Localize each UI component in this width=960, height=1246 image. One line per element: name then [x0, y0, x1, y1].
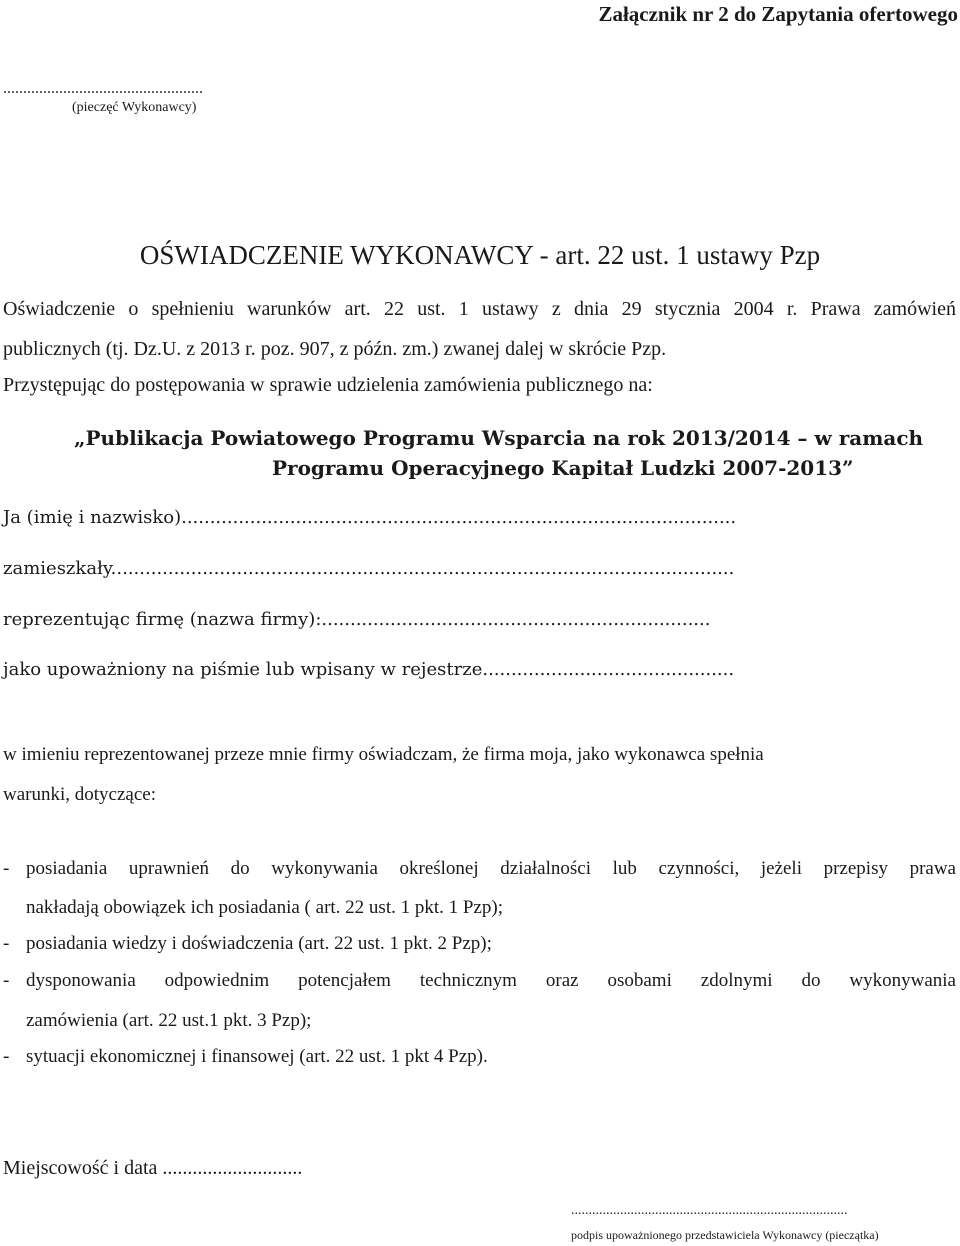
declaration-line-2: warunki, dotyczące: [3, 784, 156, 805]
intro-line-2: publicznych (tj. Dz.U. z 2013 r. poz. 907, z późn. zm.) zwanej dalej w skrócie Pzp. [3, 338, 667, 360]
stamp-dotted-line: .................................................. [3, 80, 203, 97]
condition-4-line-1: sytuacji ekonomicznej i finansowej (art. 22 ust. 1 pkt 4 Pzp). [26, 1046, 488, 1067]
contract-subject-line-1: „Publikacja Powiatowego Programu Wsparcia na rok 2013/2014 – w ramach [74, 426, 924, 450]
annex-title: Załącznik nr 2 do Zapytania ofertowego [598, 2, 958, 26]
signature-label: podpis upoważnionego przedstawiciela Wykonawcy (pieczątka) [571, 1228, 879, 1242]
intro-line-1: Oświadczenie o spełnieniu warunków art. 22 ust. 1 ustawy z dnia 29 stycznia 2004 r. Prawa zamówień [3, 298, 956, 320]
intro-line-3: Przystępując do postępowania w sprawie udzielenia zamówienia publicznego na: [3, 374, 653, 396]
declaration-line-1: w imieniu reprezentowanej przeze mnie firmy oświadczam, że firma moja, jako wykonawca spełnia [3, 744, 764, 765]
name-field: Ja (imię i nazwisko)................................................................................................. [3, 507, 737, 528]
condition-2-line-1: posiadania wiedzy i doświadczenia (art. 22 ust. 1 pkt. 2 Pzp); [26, 933, 492, 954]
condition-bullet: - [3, 1046, 10, 1067]
authorization-field: jako upoważniony na piśmie lub wpisany w rejestrze............................................ [3, 659, 735, 680]
address-field: zamieszkały............................................................................................................. [3, 558, 735, 579]
condition-bullet: - [3, 858, 10, 879]
company-field: reprezentując firmę (nazwa firmy):.................................................................... [3, 609, 711, 630]
condition-bullet: - [3, 970, 10, 991]
contract-subject-line-2: Programu Operacyjnego Kapitał Ludzki 2007-2013” [272, 456, 854, 480]
signature-dotted-line: ............................................................................... [571, 1203, 848, 1218]
document-title: OŚWIADCZENIE WYKONAWCY - art. 22 ust. 1 ustawy Pzp [139, 240, 821, 270]
stamp-label: (pieczęć Wykonawcy) [72, 100, 197, 115]
condition-bullet: - [3, 933, 10, 954]
condition-3-line-1: dysponowania odpowiednim potencjałem technicznym oraz osobami zdolnymi do wykonywania [26, 970, 956, 991]
condition-1-line-2: nakładają obowiązek ich posiadania ( art. 22 ust. 1 pkt. 1 Pzp); [26, 897, 503, 918]
place-and-date-field: Miejscowość i data ............................ [3, 1157, 303, 1179]
condition-1-line-1: posiadania uprawnień do wykonywania określonej działalności lub czynności, jeżeli przepisy prawa [26, 858, 956, 879]
condition-3-line-2: zamówienia (art. 22 ust.1 pkt. 3 Pzp); [26, 1010, 312, 1031]
